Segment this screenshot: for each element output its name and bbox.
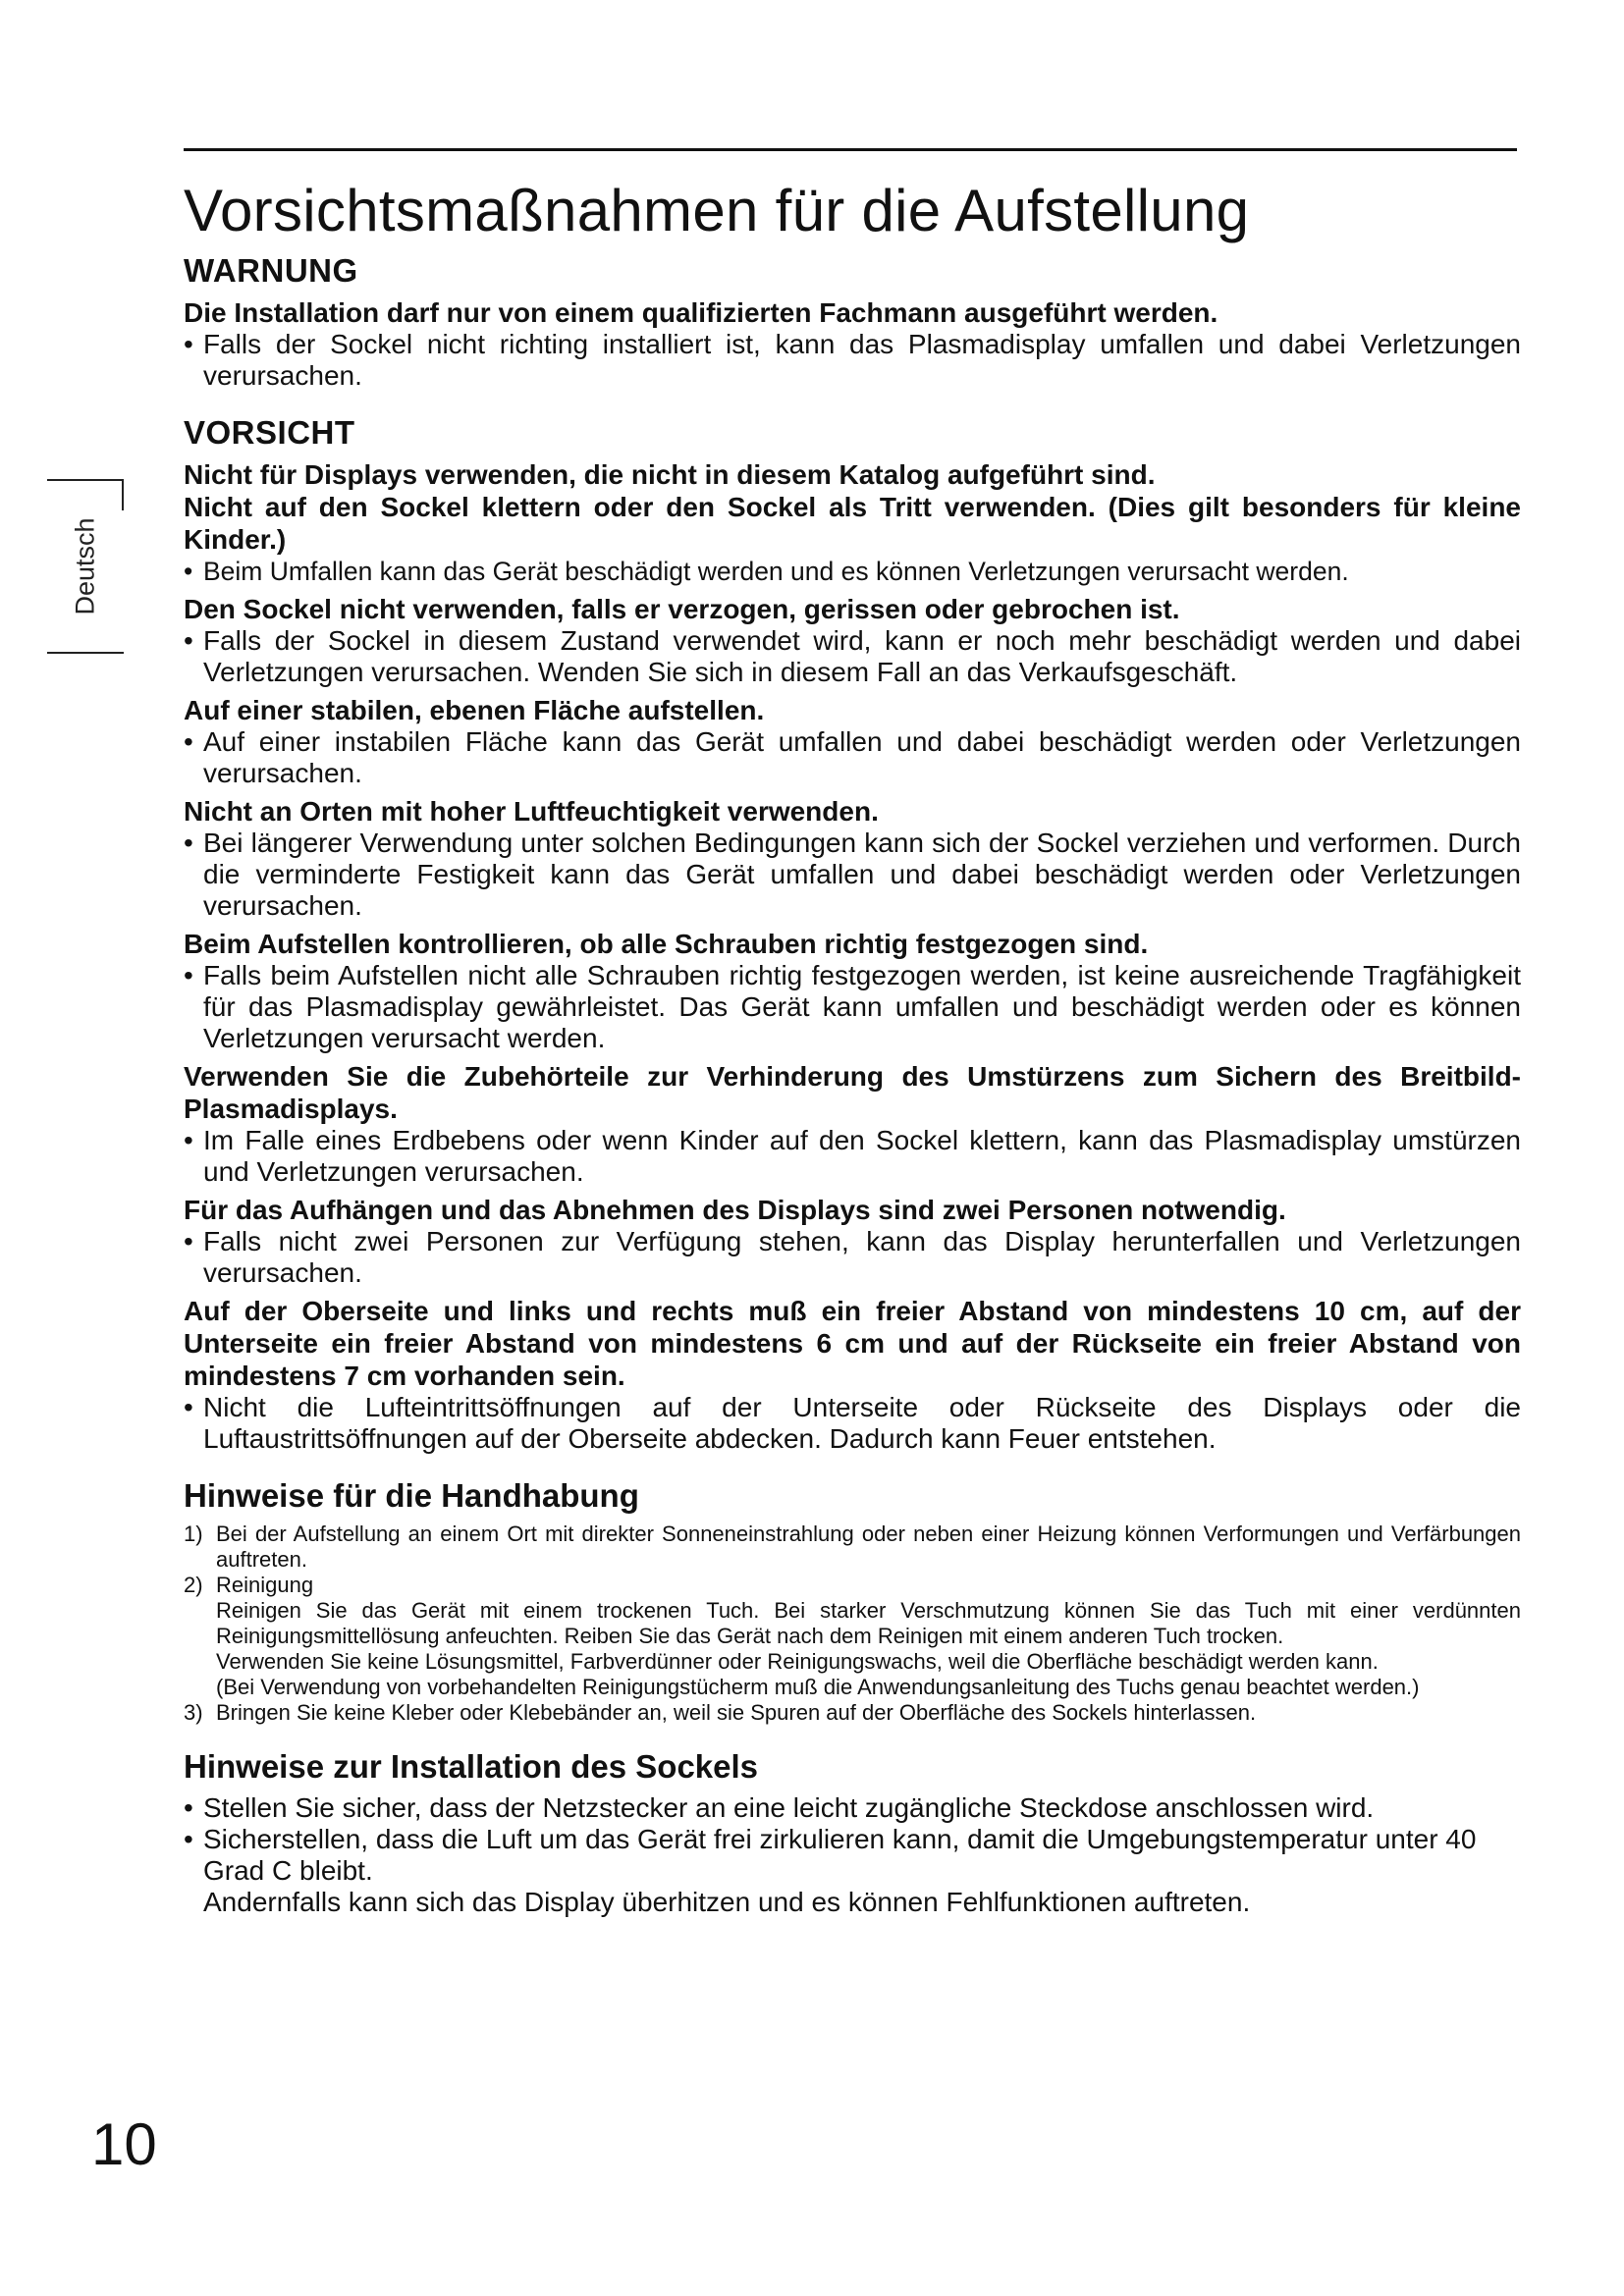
handhabung-section (184, 1476, 1521, 1726)
item-paragraph: (Bei Verwendung von vorbehandelten Reinigungstücherm muß die Anwendungsanleitung des Tuchs genau beachtet werden.) (216, 1675, 1420, 1699)
vorsicht-item-bold: Auf der Oberseite und links und rechts muß ein freier Abstand von mindestens 10 cm, auf der Unterseite ein freier Abstand von mindestens 6 cm und auf der Rückseite ein freier Abstand von mindestens 7 cm vorhanden sein. (184, 1296, 1521, 1391)
item-title: Reinigung (216, 1573, 314, 1597)
item-number: 1) (184, 1522, 203, 1546)
language-tab-label: Deutsch (70, 517, 100, 615)
vorsicht-item-bold: Auf einer stabilen, ebenen Fläche aufstellen. (184, 695, 765, 725)
handhabung-item (184, 1522, 1521, 1573)
page-number: 10 (91, 2111, 157, 2177)
warnung-bold: Die Installation darf nur von einem qualifizierten Fachmann ausgeführt werden. (184, 297, 1218, 328)
vorsicht-item (184, 1194, 1521, 1289)
vorsicht-item-bold: Nicht für Displays verwenden, die nicht in diesem Katalog aufgeführt sind. Nicht auf den Sockel klettern oder den Sockel als Tritt verwenden. (Dies gilt besonders für kleine Kinder.) (184, 459, 1521, 555)
installation-bullet: • Sicherstellen, dass die Luft um das Gerät frei zirkulieren kann, damit die Umgebungstemperatur unter 40 Grad C bleibt. Andernfalls kann sich das Display überhitzen und es können Fehlfunktionen auftreten. (184, 1824, 1521, 1918)
warnung-bullet: • Falls der Sockel nicht richting installiert ist, kann das Plasmadisplay umfallen und dabei Verletzungen verursachen. (184, 329, 1521, 392)
handhabung-heading: Hinweise für die Handhabung (184, 1477, 639, 1514)
vorsicht-item (184, 458, 1521, 587)
vorsicht-item-bold: Nicht an Orten mit hoher Luftfeuchtigkeit verwenden. (184, 796, 879, 827)
vorsicht-section (184, 413, 1521, 1455)
item-text: Bringen Sie keine Kleber oder Klebebänder an, weil sie Spuren auf der Oberfläche des Sockels hinterlassen. (216, 1700, 1257, 1725)
vorsicht-item-bullet: • Falls beim Aufstellen nicht alle Schrauben richtig festgezogen werden, ist keine ausreichende Tragfähigkeit für das Plasmadisplay gewährleistet. Das Gerät kann umfallen und beschädigt werden oder es können Verletzungen verursacht werden. (184, 960, 1521, 1054)
item-paragraph: Verwenden Sie keine Lösungsmittel, Farbverdünner oder Reinigungswachs, weil die Oberfläche beschädigt werden kann. (216, 1649, 1379, 1674)
vorsicht-heading: VORSICHT (184, 414, 355, 451)
vorsicht-item-bullet: • Auf einer instabilen Fläche kann das Gerät umfallen und dabei beschädigt werden oder Verletzungen verursachen. (184, 726, 1521, 789)
page-title: Vorsichtsmaßnahmen für die Aufstellung (184, 178, 1250, 243)
vorsicht-item-bullet: • Nicht die Lufteintrittsöffnungen auf der Unterseite oder Rückseite des Displays oder die Luftaustrittsöffnungen auf der Oberseite abdecken. Dadurch kann Feuer entstehen. (184, 1392, 1521, 1455)
vorsicht-item (184, 928, 1521, 1054)
warnung-section (184, 251, 1521, 392)
item-paragraph: Reinigen Sie das Gerät mit einem trockenen Tuch. Bei starker Verschmutzung können Sie das Tuch mit einer verdünnten Reinigungsmittellösung anfeuchten. Reiben Sie das Gerät nach dem Reinigen mit einem anderen Tuch trocken. (216, 1598, 1521, 1648)
vorsicht-item-bold: Beim Aufstellen kontrollieren, ob alle Schrauben richtig festgezogen sind. (184, 929, 1149, 959)
top-rule (184, 148, 1517, 151)
installation-bullet: • Stellen Sie sicher, dass der Netzstecker an eine leicht zugängliche Steckdose anschlossen wird. (184, 1792, 1521, 1824)
warnung-heading: WARNUNG (184, 252, 358, 289)
installation-section (184, 1747, 1521, 1918)
vorsicht-item-bullet: • Bei längerer Verwendung unter solchen Bedingungen kann sich der Sockel verziehen und verformen. Durch die verminderte Festigkeit kann das Gerät umfallen und dabei beschädigt werden oder Verletzungen verursachen. (184, 828, 1521, 922)
handhabung-item (184, 1700, 1521, 1726)
vorsicht-item-bold: Für das Aufhängen und das Abnehmen des Displays sind zwei Personen notwendig. (184, 1195, 1286, 1225)
item-number: 3) (184, 1700, 203, 1725)
item-number: 2) (184, 1573, 203, 1597)
language-tab (47, 479, 124, 654)
vorsicht-item (184, 593, 1521, 688)
vorsicht-item (184, 795, 1521, 922)
vorsicht-item-bullet: • Beim Umfallen kann das Gerät beschädigt werden und es können Verletzungen verursacht werden. (184, 556, 1521, 587)
item-text: Bei der Aufstellung an einem Ort mit direkter Sonneneinstrahlung oder neben einer Heizung können Verformungen und Verfärbungen auftreten. (216, 1522, 1521, 1572)
vorsicht-item (184, 694, 1521, 789)
vorsicht-item-bullet: • Falls der Sockel in diesem Zustand verwendet wird, kann er noch mehr beschädigt werden und dabei Verletzungen verursachen. Wenden Sie sich in diesem Fall an das Verkaufsgeschäft. (184, 625, 1521, 688)
vorsicht-item-bullet: • Im Falle eines Erdbebens oder wenn Kinder auf den Sockel klettern, kann das Plasmadisplay umstürzen und Verletzungen verursachen. (184, 1125, 1521, 1188)
vorsicht-item (184, 1060, 1521, 1188)
vorsicht-item (184, 1295, 1521, 1455)
content (184, 251, 1521, 1918)
handhabung-item (184, 1573, 1521, 1700)
vorsicht-item-bold: Verwenden Sie die Zubehörteile zur Verhinderung des Umstürzens zum Sichern des Breitbild-Plasmadisplays. (184, 1061, 1521, 1124)
vorsicht-item-bold: Den Sockel nicht verwenden, falls er verzogen, gerissen oder gebrochen ist. (184, 594, 1180, 624)
vorsicht-item-bullet: • Falls nicht zwei Personen zur Verfügung stehen, kann das Display herunterfallen und Verletzungen verursachen. (184, 1226, 1521, 1289)
installation-heading: Hinweise zur Installation des Sockels (184, 1748, 759, 1785)
